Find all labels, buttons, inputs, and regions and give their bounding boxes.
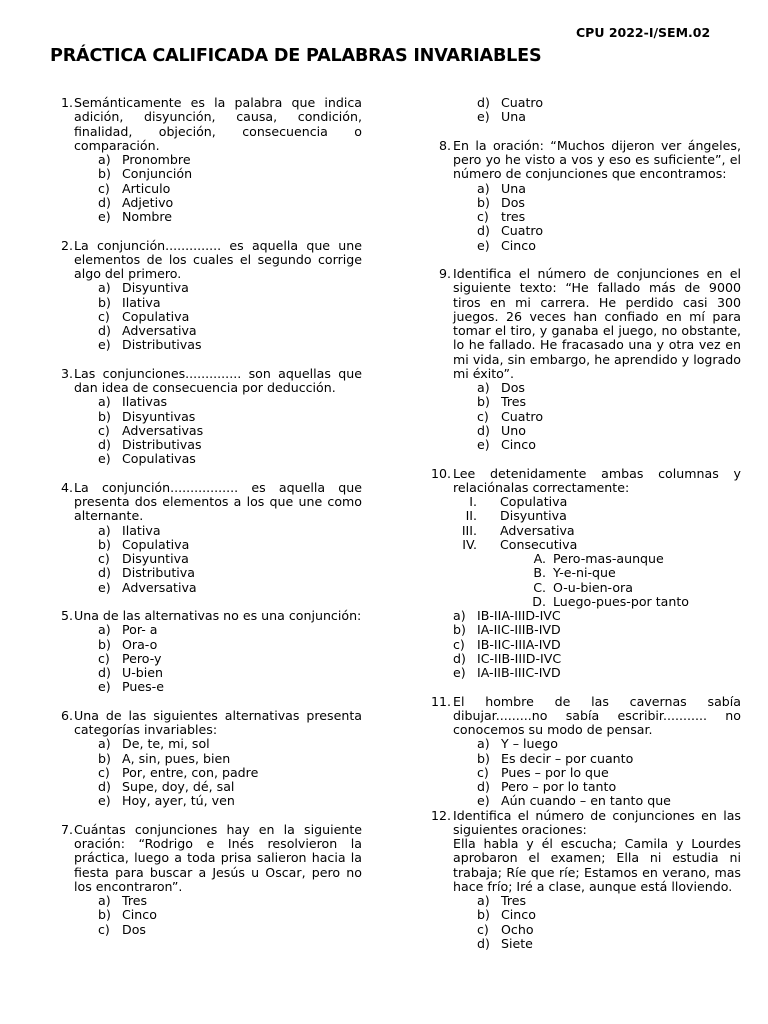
question-number: 10. — [430, 465, 451, 481]
option-text: IC-IIB-IIID-IVC — [477, 650, 562, 666]
roman-numeral: II. — [465, 508, 477, 524]
question-body — [453, 809, 741, 952]
option — [477, 894, 741, 908]
question-body — [74, 823, 362, 937]
question-body — [453, 267, 741, 452]
option — [98, 566, 362, 580]
roman-numeral: III. — [461, 522, 477, 538]
roman-text: Disyuntiva — [500, 508, 567, 524]
roman-item — [453, 524, 741, 538]
option-text: Copulativas — [122, 451, 196, 467]
option-label: a) — [477, 380, 490, 395]
option-text: U-bien — [122, 665, 163, 680]
question — [50, 481, 362, 595]
option — [477, 381, 741, 395]
option-label: e) — [453, 665, 466, 680]
options-list — [98, 281, 362, 352]
option — [98, 737, 362, 751]
question-body — [453, 96, 741, 125]
option-label: a) — [98, 280, 111, 296]
option — [98, 182, 362, 196]
option — [477, 737, 741, 751]
option-label: c) — [453, 636, 465, 652]
options-list — [477, 96, 741, 125]
option — [98, 552, 362, 566]
question-body — [74, 239, 362, 353]
letter-item — [523, 581, 741, 595]
option — [477, 908, 741, 922]
option-text: Nombre — [122, 209, 173, 224]
roman-numeral: I. — [469, 494, 477, 509]
letter-item — [523, 566, 741, 580]
roman-text: Copulativa — [500, 494, 568, 509]
question-body — [74, 609, 362, 695]
option-label: d) — [477, 95, 490, 110]
option-text: Aún cuando – en tanto que — [501, 793, 671, 809]
option — [477, 752, 741, 766]
option-text: Pero – por lo tanto — [501, 779, 617, 794]
option-label: c) — [98, 422, 110, 438]
option — [98, 923, 362, 937]
option-label: e) — [477, 793, 490, 809]
question-stem: Semánticamente es la palabra que indica adición, disyunción, causa, condición, finalidad, objeción, consecuencia o comparación. — [74, 95, 362, 153]
option-label: b) — [477, 750, 490, 766]
spacer — [50, 809, 362, 823]
letter-item — [523, 552, 741, 566]
question-number — [428, 96, 453, 125]
option-label: c) — [98, 921, 110, 937]
question — [428, 267, 741, 452]
option-text: Cinco — [122, 907, 157, 923]
option-label: b) — [477, 907, 490, 923]
option-text: Distributiva — [122, 565, 195, 581]
option-text: Distributivas — [122, 437, 202, 452]
question-body — [74, 481, 362, 595]
question-text: Ella habla y él escucha; Camila y Lourdes aprobaron el examen; Ella ni estudia ni trabaja; Ríe que ríe; Estamos en verano, mas hace frío; Iré a clase, aunque está lloviendo. — [453, 836, 741, 894]
question-number: 12. — [430, 807, 451, 823]
option — [98, 167, 362, 181]
question-number: 4. — [60, 479, 73, 495]
option-text: Ilativas — [122, 394, 168, 410]
option-text: Adversativas — [122, 422, 204, 438]
question-number: 7. — [60, 821, 73, 837]
option — [98, 652, 362, 666]
option-label: a) — [98, 394, 111, 410]
letter-label: A. — [533, 551, 546, 566]
option — [98, 438, 362, 452]
option-label: c) — [477, 764, 489, 780]
question-body — [74, 709, 362, 809]
option-label: a) — [477, 736, 490, 752]
option-text: Una — [501, 109, 526, 125]
option — [98, 780, 362, 794]
question — [50, 823, 362, 937]
option-label: b) — [477, 194, 490, 210]
page-title: PRÁCTICA CALIFICADA DE PALABRAS INVARIABLES — [50, 46, 542, 66]
roman-item — [453, 495, 741, 509]
question — [50, 239, 362, 353]
option — [477, 410, 741, 424]
option-label: d) — [98, 665, 111, 680]
option-text: Una — [501, 180, 526, 196]
option — [98, 638, 362, 652]
option — [98, 680, 362, 694]
letter-text: Pero-mas-aunque — [553, 551, 664, 566]
option-text: Es decir – por cuanto — [501, 750, 634, 766]
question — [50, 367, 362, 467]
option-label: a) — [98, 152, 111, 167]
options-list — [453, 609, 741, 680]
option — [453, 609, 741, 623]
option-text: Pues-e — [122, 679, 164, 695]
question-body — [74, 96, 362, 224]
option — [477, 210, 741, 224]
spacer — [50, 224, 362, 238]
option-text: Adversativa — [122, 579, 197, 595]
option — [477, 766, 741, 780]
option — [98, 894, 362, 908]
question-stem: Identifica el número de conjunciones en el siguiente texto: “He fallado más de 9000 tiros en mi carrera. He perdido casi 300 juegos. 26 veces han confiado en mí para tomar el tiro, y ganaba el juego, no obstante, lo he fallado. He fracasado una y otra vez en mi vida, sin embargo, he aprendido y logrado mi éxito”. — [453, 266, 741, 381]
option-label: c) — [98, 180, 110, 196]
options-list — [98, 395, 362, 466]
option — [98, 424, 362, 438]
spacer — [50, 353, 362, 367]
option — [477, 794, 741, 808]
question-body — [453, 467, 741, 681]
option-text: Cinco — [501, 907, 536, 923]
option-text: Ilativa — [122, 294, 161, 310]
option-label: e) — [477, 109, 490, 125]
spacer — [50, 467, 362, 481]
spacer — [428, 253, 741, 267]
option-text: Ora-o — [122, 636, 158, 652]
option-text: Copulativa — [122, 536, 190, 552]
option — [98, 794, 362, 808]
question-number: 1. — [60, 95, 73, 110]
option-label: b) — [98, 294, 111, 310]
question-number: 3. — [60, 365, 73, 381]
option-text: Tres — [122, 893, 148, 908]
option — [477, 182, 741, 196]
option-text: Conjunción — [122, 166, 193, 182]
spacer — [50, 695, 362, 709]
option-text: Y – luego — [501, 736, 558, 752]
letter-text: O-u-bien-ora — [553, 579, 633, 595]
option — [98, 666, 362, 680]
roman-item — [453, 538, 741, 552]
question-number: 5. — [60, 608, 73, 623]
question — [428, 467, 741, 681]
option — [98, 338, 362, 352]
option — [477, 395, 741, 409]
options-list — [477, 894, 741, 951]
option — [477, 937, 741, 951]
option-text: Siete — [501, 935, 533, 951]
spacer — [428, 452, 741, 466]
option — [98, 908, 362, 922]
question-number: 6. — [60, 707, 73, 723]
option-label: c) — [98, 308, 110, 324]
option-label: c) — [98, 650, 110, 666]
question-stem: Lee detenidamente ambas columnas y relaciónalas correctamente: — [453, 465, 741, 495]
option-text: IA-IIC-IIIB-IVD — [477, 622, 561, 638]
option-text: IB-IIA-IIID-IVC — [477, 608, 561, 623]
question-number: 9. — [438, 266, 451, 281]
question — [428, 96, 741, 125]
option-label: b) — [98, 907, 111, 923]
document-code: CPU 2022-I/SEM.02 — [576, 25, 711, 40]
question-body — [453, 139, 741, 253]
right-column — [428, 96, 741, 951]
option-text: Pronombre — [122, 152, 191, 167]
option-label: b) — [98, 636, 111, 652]
option — [98, 581, 362, 595]
option — [477, 96, 741, 110]
option-label: c) — [477, 408, 489, 424]
option — [477, 110, 741, 124]
option-label: a) — [98, 893, 111, 908]
option-text: Hoy, ayer, tú, ven — [122, 793, 235, 809]
option-label: d) — [477, 935, 490, 951]
option-label: d) — [477, 223, 490, 239]
option-label: a) — [477, 893, 490, 908]
roman-text: Consecutiva — [500, 536, 578, 552]
option-text: Disyuntivas — [122, 408, 196, 424]
option — [98, 410, 362, 424]
question-stem: En la oración: “Muchos dijeron ver ángeles, pero yo he visto a vos y eso es suficiente”, el número de conjunciones que encontramos: — [453, 137, 741, 182]
option-text: Cinco — [501, 237, 536, 253]
option-text: Dos — [501, 194, 525, 210]
option — [477, 239, 741, 253]
question-number: 11. — [430, 693, 451, 709]
option-label: d) — [98, 323, 111, 338]
letter-label: C. — [533, 579, 546, 595]
question-body — [74, 367, 362, 467]
option-text: IB-IIC-IIIA-IVD — [477, 636, 561, 652]
option-text: Ilativa — [122, 522, 161, 538]
option-label: a) — [98, 622, 111, 638]
option-text: Disyuntiva — [122, 280, 189, 296]
option — [453, 623, 741, 637]
option-text: Por, entre, con, padre — [122, 764, 259, 780]
option-label: b) — [477, 394, 490, 410]
question-stem: Una de las alternativas no es una conjunción: — [74, 608, 362, 623]
option-label: c) — [98, 764, 110, 780]
option — [453, 666, 741, 680]
option-text: Tres — [501, 893, 527, 908]
option-label: e) — [98, 679, 111, 695]
letter-text: Y-e-ni-que — [553, 565, 616, 581]
letter-label: D. — [532, 593, 546, 609]
option-text: Por- a — [122, 622, 158, 638]
option-text: Articulo — [122, 180, 171, 196]
question — [50, 96, 362, 224]
option-label: a) — [453, 608, 466, 623]
question-number: 8. — [438, 137, 451, 153]
option — [453, 652, 741, 666]
option-label: d) — [453, 650, 466, 666]
options-list — [477, 737, 741, 808]
option-text: Dos — [122, 921, 146, 937]
letter-text: Luego-pues-por tanto — [553, 593, 689, 609]
option-text: IA-IIB-IIIC-IVD — [477, 665, 561, 680]
option-text: A, sin, pues, bien — [122, 750, 231, 766]
question — [428, 695, 741, 809]
question — [428, 809, 741, 952]
option — [453, 638, 741, 652]
option-label: d) — [98, 437, 111, 452]
option-label: b) — [98, 536, 111, 552]
option — [98, 524, 362, 538]
options-list — [98, 894, 362, 937]
option-text: Ocho — [501, 921, 534, 937]
roman-list — [453, 495, 741, 552]
letter-list — [523, 552, 741, 609]
option — [98, 538, 362, 552]
roman-item — [453, 509, 741, 523]
option-label: c) — [477, 921, 489, 937]
option-label: e) — [477, 437, 490, 452]
option — [98, 296, 362, 310]
option-text: Uno — [501, 422, 526, 438]
option — [477, 438, 741, 452]
option-text: Copulativa — [122, 308, 190, 324]
option — [98, 153, 362, 167]
option — [98, 623, 362, 637]
option — [98, 452, 362, 466]
option-text: Pues – por lo que — [501, 764, 609, 780]
question-stem: Las conjunciones.............. son aquellas que dan idea de consecuencia por deducción. — [74, 365, 362, 395]
option-label: d) — [477, 422, 490, 438]
option-label: e) — [477, 237, 490, 253]
letter-item — [523, 595, 741, 609]
spacer — [428, 125, 741, 139]
question-number: 2. — [60, 237, 73, 253]
option-label: b) — [98, 166, 111, 182]
option-text: Adjetivo — [122, 194, 174, 210]
option-text: Tres — [501, 394, 527, 410]
option-text: Cuatro — [501, 408, 544, 424]
question — [50, 609, 362, 695]
option — [98, 766, 362, 780]
option-text: De, te, mi, sol — [122, 736, 210, 752]
option-text: Cuatro — [501, 223, 544, 239]
options-list — [98, 524, 362, 595]
option — [477, 923, 741, 937]
option-text: Cuatro — [501, 95, 544, 110]
option — [98, 196, 362, 210]
option-label: c) — [477, 209, 489, 224]
option-text: Adversativa — [122, 323, 197, 338]
option — [98, 210, 362, 224]
option — [98, 324, 362, 338]
question-stem: La conjunción................. es aquella que presenta dos elementos a los que une como alternante. — [74, 479, 362, 524]
option-text: Disyuntiva — [122, 551, 189, 566]
question-stem: Una de las siguientes alternativas presenta categorías invariables: — [74, 707, 362, 737]
options-list — [477, 381, 741, 452]
option-label: a) — [98, 736, 111, 752]
option-label: d) — [98, 194, 111, 210]
option-text: Dos — [501, 380, 525, 395]
option — [98, 395, 362, 409]
question-body — [453, 695, 741, 809]
options-list — [98, 623, 362, 694]
option — [477, 424, 741, 438]
options-list — [98, 737, 362, 808]
option — [98, 281, 362, 295]
question — [50, 709, 362, 809]
option-label: d) — [98, 779, 111, 794]
option-label: b) — [98, 408, 111, 424]
question-stem: Cuántas conjunciones hay en la siguiente oración: “Rodrigo e Inés resolvieron la práctica, luego a toda prisa salieron hacia la fiesta para buscar a Jesús u Oscar, pero no los encontraron”. — [74, 821, 362, 894]
option — [98, 752, 362, 766]
option-label: b) — [98, 750, 111, 766]
option-text: Distributivas — [122, 337, 202, 353]
option — [98, 310, 362, 324]
spacer — [428, 680, 741, 694]
option-label: e) — [98, 793, 111, 809]
left-column — [50, 96, 362, 937]
question-stem: El hombre de las cavernas sabía dibujar.........no sabía escribir........... no conocemos su modo de pensar. — [453, 693, 741, 737]
option — [477, 224, 741, 238]
option-label: a) — [477, 180, 490, 196]
option — [477, 196, 741, 210]
option-label: b) — [453, 622, 466, 638]
option-label: e) — [98, 209, 111, 224]
option-label: e) — [98, 337, 111, 353]
option-label: e) — [98, 451, 111, 467]
question — [428, 139, 741, 253]
option-text: Cinco — [501, 437, 536, 452]
roman-numeral: IV. — [462, 536, 477, 552]
option-label: c) — [98, 551, 110, 566]
spacer — [50, 595, 362, 609]
option-label: e) — [98, 579, 111, 595]
options-list — [477, 182, 741, 253]
option-text: tres — [501, 209, 526, 224]
option-label: d) — [477, 779, 490, 794]
options-list — [98, 153, 362, 224]
roman-text: Adversativa — [500, 522, 575, 538]
option-text: Supe, doy, dé, sal — [122, 779, 235, 794]
option-label: d) — [98, 565, 111, 581]
letter-label: B. — [533, 565, 546, 581]
option — [477, 780, 741, 794]
question-stem: La conjunción.............. es aquella que une elementos de los cuales el segundo corrige algo del primero. — [74, 237, 362, 281]
option-label: a) — [98, 522, 111, 538]
question-stem: Identifica el número de conjunciones en las siguientes oraciones: — [453, 807, 741, 837]
option-text: Pero-y — [122, 650, 162, 666]
